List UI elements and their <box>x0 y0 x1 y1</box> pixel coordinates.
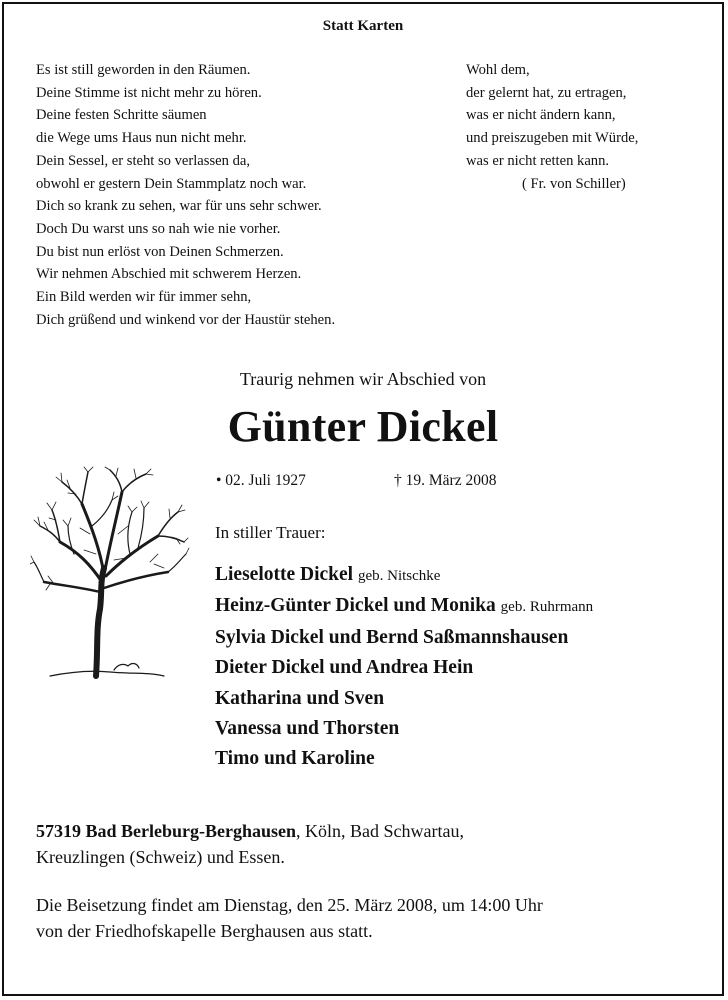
poem-line: die Wege ums Haus nun nicht mehr. <box>36 130 247 147</box>
mourners-list <box>215 560 593 775</box>
birth-date: • 02. Juli 1927 <box>216 472 306 489</box>
poem-line: Dich grüßend und winkend vor der Haustür stehen. <box>36 311 336 328</box>
poem-line: Du bist nun erlöst von Deinen Schmerzen. <box>36 243 284 260</box>
poem-line: Wir nehmen Abschied mit schwerem Herzen. <box>36 266 302 283</box>
poem-line: Doch Du warst uns so nah wie nie vorher. <box>36 220 281 237</box>
mourner-name: Timo und Karoline <box>215 748 375 770</box>
header-title: Statt Karten <box>322 18 404 34</box>
poem-line: obwohl er gestern Dein Stammplatz noch war. <box>36 175 307 192</box>
poem-line: Ein Bild werden wir für immer sehn, <box>36 289 252 306</box>
mourner-entry <box>215 560 593 591</box>
mourner-entry <box>215 684 593 714</box>
mourning-label: In stiller Trauer: <box>215 523 326 542</box>
mourner-name: Katharina und Sven <box>215 687 385 709</box>
quote-line: Wohl dem, <box>466 62 530 78</box>
poem-line: Dich so krank zu sehen, war für uns sehr schwer. <box>36 198 322 215</box>
mourner-entry <box>215 744 593 774</box>
service-line: von der Friedhofskapelle Berghausen aus statt. <box>36 920 373 941</box>
quote-line: was er nicht ändern kann, <box>466 107 616 124</box>
life-dates <box>216 472 497 490</box>
quote-author: ( Fr. von Schiller) <box>522 175 626 192</box>
mourner-entry <box>215 653 593 683</box>
mourner-entry <box>215 714 593 744</box>
poem-right <box>466 59 638 195</box>
mourner-name: Lieselotte Dickel <box>215 564 354 585</box>
address-line-2: Kreuzlingen (Schweiz) und Essen. <box>36 846 285 867</box>
mourner-name: Dieter Dickel und Andrea Hein <box>215 657 474 679</box>
mourner-maiden-name: geb. Ruhrmann <box>500 599 594 616</box>
obituary-card <box>2 2 724 996</box>
service-line: Die Beisetzung findet am Dienstag, den 25. März 2008, um 14:00 Uhr <box>36 895 543 915</box>
poem-line: Dein Sessel, er steht so verlassen da, <box>36 152 250 169</box>
mourner-maiden-name: geb. Nitschke <box>357 568 441 584</box>
address-other-cities: , Köln, Bad Schwartau, <box>296 821 464 841</box>
death-date: † 19. März 2008 <box>394 472 497 489</box>
mourner-name: Heinz-Günter Dickel und Monika <box>215 595 496 617</box>
bare-tree-icon <box>30 464 190 686</box>
address-line <box>36 819 464 845</box>
mourner-entry <box>215 591 593 622</box>
address-block <box>36 819 464 870</box>
mourner-name: Vanessa und Thorsten <box>215 718 400 740</box>
quote-line: was er nicht retten kann. <box>466 152 610 169</box>
poem-line: Deine Stimme ist nicht mehr zu hören. <box>36 84 262 101</box>
poem-line: Deine festen Schritte säumen <box>36 107 207 124</box>
address-city: 57319 Bad Berleburg-Berghausen <box>36 821 297 841</box>
farewell-intro: Traurig nehmen wir Abschied von <box>239 369 487 389</box>
funeral-service-notice <box>36 893 543 944</box>
quote-line: und preiszugeben mit Würde, <box>466 130 639 147</box>
quote-line: der gelernt hat, zu ertragen, <box>466 84 627 101</box>
poem-left <box>36 59 335 331</box>
poem-line: Es ist still geworden in den Räumen. <box>36 62 251 78</box>
deceased-name: Günter Dickel <box>227 402 499 451</box>
mourner-entry <box>215 623 593 653</box>
mourner-name: Sylvia Dickel und Bernd Saßmannshausen <box>215 626 569 648</box>
